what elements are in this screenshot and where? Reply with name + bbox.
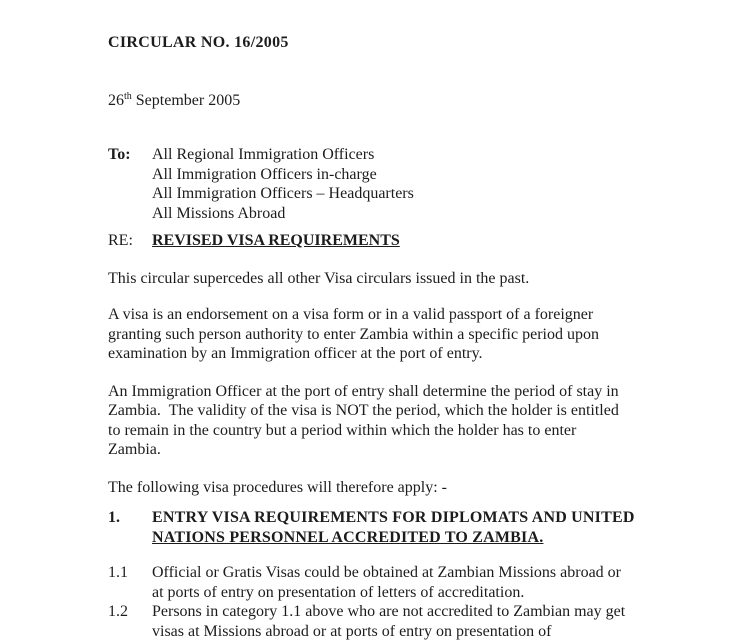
date-day: 26 <box>108 92 124 109</box>
item-line: Persons in category 1.1 above who are not accredited to Zambian may get <box>152 602 625 622</box>
paragraph-line: This circular supercedes all other Visa circulars issued in the past. <box>108 269 718 289</box>
recipient-line: All Regional Immigration Officers <box>152 145 414 165</box>
item-line: visas at Missions abroad or at ports of entry on presentation of <box>152 622 625 641</box>
date-ordinal: th <box>124 91 132 102</box>
date-rest: September 2005 <box>132 92 240 109</box>
item-1-2-text <box>152 602 625 641</box>
re-subject-wrap <box>152 231 400 251</box>
section-1-number: 1. <box>108 508 152 547</box>
paragraph-line: Zambia. <box>108 440 718 460</box>
item-line: Official or Gratis Visas could be obtained at Zambian Missions abroad or <box>152 563 621 583</box>
item-1-1 <box>108 563 718 602</box>
paragraph-line: An Immigration Officer at the port of entry shall determine the period of stay in <box>108 382 718 402</box>
circular-title: CIRCULAR NO. 16/2005 <box>108 33 718 53</box>
item-line: at ports of entry on presentation of letters of accreditation. <box>152 583 621 603</box>
to-block <box>108 145 718 223</box>
recipient-line: All Immigration Officers – Headquarters <box>152 184 414 204</box>
re-label: RE: <box>108 231 152 251</box>
paragraph-line: Zambia. The validity of the visa is NOT the period, which the holder is entitled <box>108 401 718 421</box>
paragraph-line: The following visa procedures will therefore apply: - <box>108 478 718 498</box>
paragraph-procedures-intro <box>108 478 718 498</box>
to-label: To: <box>108 145 152 223</box>
paragraph-line: granting such person authority to enter Zambia within a specific period upon <box>108 325 718 345</box>
item-1-2-number: 1.2 <box>108 602 152 641</box>
paragraph-line: examination by an Immigration officer at the port of entry. <box>108 344 718 364</box>
re-subject: REVISED VISA REQUIREMENTS <box>152 232 400 249</box>
document-date <box>108 91 718 111</box>
recipient-line: All Immigration Officers in-charge <box>152 165 414 185</box>
paragraph-visa-definition <box>108 305 718 364</box>
re-block <box>108 231 718 251</box>
paragraph-validity <box>108 382 718 460</box>
heading-line: NATIONS PERSONNEL ACCREDITED TO ZAMBIA. <box>152 528 635 548</box>
item-1-1-text <box>152 563 621 602</box>
paragraph-line: A visa is an endorsement on a visa form or in a valid passport of a foreigner <box>108 305 718 325</box>
recipient-line: All Missions Abroad <box>152 204 414 224</box>
section-1-heading <box>108 508 718 547</box>
heading-line: ENTRY VISA REQUIREMENTS FOR DIPLOMATS AND UNITED <box>152 508 635 528</box>
item-1-1-number: 1.1 <box>108 563 152 602</box>
item-1-2 <box>108 602 718 641</box>
to-recipients <box>152 145 414 223</box>
section-1-heading-text <box>152 508 635 547</box>
paragraph-line: to remain in the country but a period within which the holder has to enter <box>108 421 718 441</box>
paragraph-supersede <box>108 269 718 289</box>
